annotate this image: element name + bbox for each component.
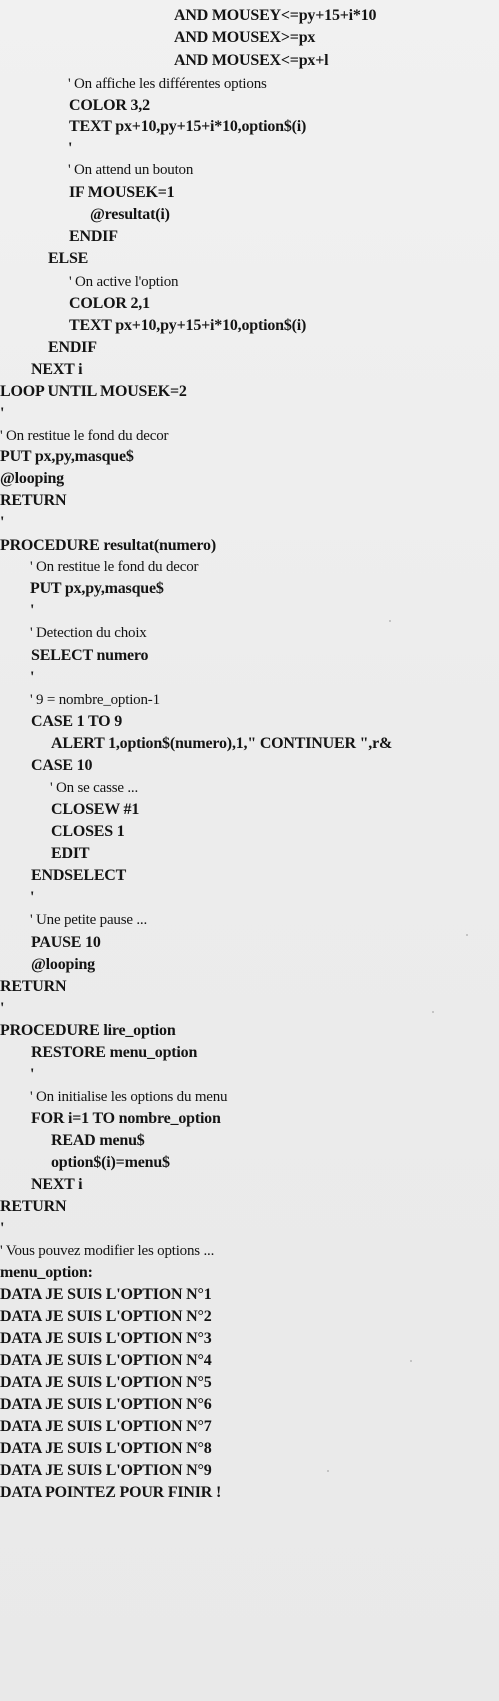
code-line: DATA JE SUIS L'OPTION N°9	[0, 1462, 212, 1479]
code-line: TEXT px+10,py+15+i*10,option$(i)	[69, 317, 307, 334]
scan-speck	[389, 620, 391, 622]
code-line: DATA JE SUIS L'OPTION N°7	[0, 1418, 212, 1435]
code-line: ENDSELECT	[31, 867, 127, 884]
comment-line: ' On initialise les options du menu	[30, 1089, 228, 1105]
scan-speck	[327, 1470, 329, 1472]
code-line: AND MOUSEX>=px	[174, 29, 316, 46]
comment-line: ' 9 = nombre_option-1	[30, 692, 160, 708]
code-line: RETURN	[0, 1198, 67, 1215]
code-line: SELECT numero	[31, 647, 149, 664]
comment-line: '	[0, 514, 5, 531]
code-line: DATA JE SUIS L'OPTION N°3	[0, 1330, 212, 1347]
code-line: AND MOUSEX<=px+l	[174, 52, 329, 69]
code-line: CASE 10	[31, 757, 93, 774]
code-line: FOR i=1 TO nombre_option	[31, 1110, 221, 1127]
comment-line: '	[30, 1066, 35, 1083]
code-line: DATA JE SUIS L'OPTION N°1	[0, 1286, 212, 1303]
code-line: PUT px,py,masque$	[30, 580, 164, 597]
code-line: TEXT px+10,py+15+i*10,option$(i)	[69, 118, 307, 135]
comment-line: '	[30, 669, 35, 686]
code-line: CASE 1 TO 9	[31, 713, 123, 730]
comment-line: ' On se casse ...	[50, 780, 139, 796]
code-line: @resultat(i)	[90, 206, 170, 223]
comment-line: '	[30, 889, 35, 906]
code-line: NEXT i	[31, 1176, 83, 1193]
code-line: RESTORE menu_option	[31, 1044, 198, 1061]
code-line: DATA JE SUIS L'OPTION N°4	[0, 1352, 212, 1369]
comment-line: ' On active l'option	[69, 274, 179, 290]
comment-line: '	[0, 405, 5, 422]
comment-line: ' On restitue le fond du decor	[30, 559, 199, 575]
comment-line: '	[30, 602, 35, 619]
code-line: PROCEDURE resultat(numero)	[0, 537, 216, 554]
code-line: ENDIF	[69, 228, 118, 245]
comment-line: ' Vous pouvez modifier les options ...	[0, 1243, 215, 1259]
code-line: DATA JE SUIS L'OPTION N°2	[0, 1308, 212, 1325]
comment-line: '	[0, 1000, 5, 1017]
comment-line: ' On attend un bouton	[68, 162, 194, 178]
code-line: CLOSES 1	[51, 823, 125, 840]
code-line: RETURN	[0, 492, 67, 509]
code-line: PUT px,py,masque$	[0, 448, 134, 465]
code-line: NEXT i	[31, 361, 83, 378]
comment-line: '	[68, 140, 73, 157]
code-line: ALERT 1,option$(numero),1," CONTINUER ",r&	[51, 735, 393, 752]
scan-speck	[410, 1360, 412, 1362]
code-line: menu_option:	[0, 1264, 93, 1281]
code-line: PAUSE 10	[31, 934, 101, 951]
comment-line: ' Une petite pause ...	[30, 912, 148, 928]
code-line: @looping	[31, 956, 95, 973]
code-line: IF MOUSEK=1	[69, 184, 175, 201]
code-line: CLOSEW #1	[51, 801, 140, 818]
code-line: PROCEDURE lire_option	[0, 1022, 176, 1039]
scan-speck	[466, 934, 468, 936]
code-line: EDIT	[51, 845, 90, 862]
comment-line: ' On affiche les différentes options	[68, 76, 267, 92]
code-line: @looping	[0, 470, 64, 487]
code-line: DATA JE SUIS L'OPTION N°5	[0, 1374, 212, 1391]
code-line: AND MOUSEY<=py+15+i*10	[174, 7, 377, 24]
code-line: DATA POINTEZ POUR FINIR !	[0, 1484, 222, 1501]
code-line: DATA JE SUIS L'OPTION N°8	[0, 1440, 212, 1457]
code-line: option$(i)=menu$	[51, 1154, 170, 1171]
code-line: RETURN	[0, 978, 67, 995]
comment-line: '	[0, 1220, 5, 1237]
code-line: ELSE	[48, 250, 89, 267]
code-line: DATA JE SUIS L'OPTION N°6	[0, 1396, 212, 1413]
code-line: COLOR 3,2	[69, 97, 150, 114]
code-line: ENDIF	[48, 339, 97, 356]
scan-speck	[432, 1011, 434, 1013]
comment-line: ' Detection du choix	[30, 625, 147, 641]
code-line: LOOP UNTIL MOUSEK=2	[0, 383, 187, 400]
comment-line: ' On restitue le fond du decor	[0, 428, 169, 444]
code-line: COLOR 2,1	[69, 295, 150, 312]
code-line: READ menu$	[51, 1132, 145, 1149]
